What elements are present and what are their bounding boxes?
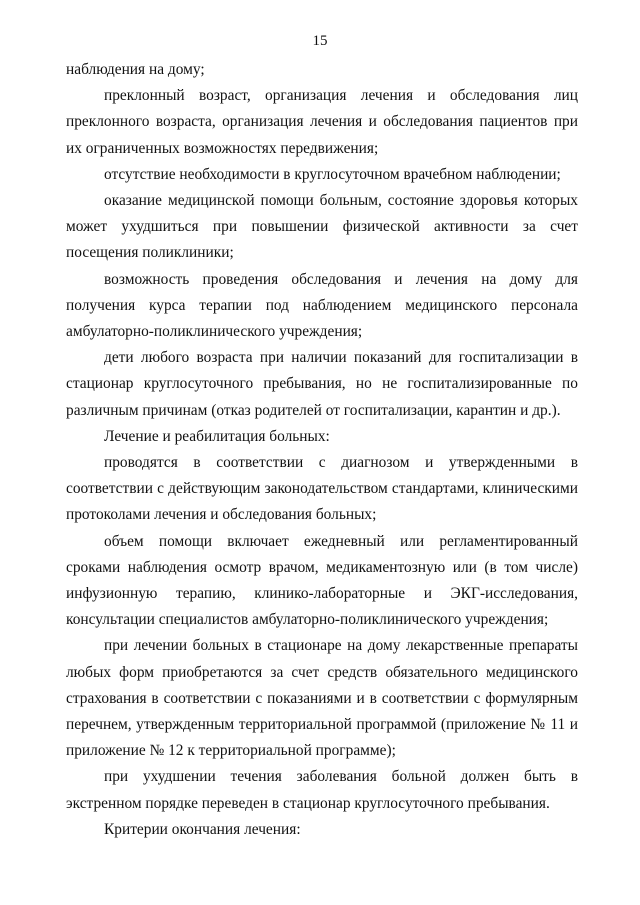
paragraph: при лечении больных в стационаре на дому лекарственные препараты любых форм приобретаются за счет средств обязательного медицинского страхования в соответствии с показаниями и в соответствии с формулярным перечнем, утвержденным территориальной программой (приложение № 11 и приложение № 12 к территориальной программе); xyxy=(66,637,578,760)
section-heading: Критерии окончания лечения: xyxy=(104,820,301,838)
document-body xyxy=(66,57,578,843)
paragraph: наблюдения на дому; xyxy=(66,61,205,78)
paragraph: оказание медицинской помощи больным, состояние здоровья которых может ухудшиться при повышении физической активности за счет посещения поликлиники; xyxy=(66,192,578,262)
paragraph: возможность проведения обследования и лечения на дому для получения курса терапии под наблюдением медицинского персонала амбулаторно-поликлинического учреждения; xyxy=(66,270,578,341)
paragraph: преклонный возраст, организация лечения и обследования лиц преклонного возраста, организация лечения и обследования пациентов при их ограниченных возможностях передвижения; xyxy=(66,87,578,157)
paragraph: дети любого возраста при наличии показаний для госпитализации в стационар круглосуточного пребывания, но не госпитализированные по различным причинам (отказ родителей от госпитализации, карантин и др.). xyxy=(66,349,578,419)
paragraph: при ухудшении течения заболевания больной должен быть в экстренном порядке переведен в стационар круглосуточного пребывания. xyxy=(66,768,578,812)
section-heading: Лечение и реабилитация больных: xyxy=(104,427,330,445)
page-number: 15 xyxy=(312,33,328,49)
paragraph: проводятся в соответствии с диагнозом и утвержденными в соответствии с действующим законодательством стандартами, клиническими протоколами лечения и обследования больных; xyxy=(66,454,578,524)
paragraph: отсутствие необходимости в круглосуточном врачебном наблюдении; xyxy=(104,165,561,183)
paragraph: объем помощи включает ежедневный или регламентированный сроками наблюдения осмотр врачом, медикаментозную или (в том числе) инфузионную терапию, клинико-лабораторные и ЭКГ-исследования, консультации специалистов амбулаторно-поликлинического учреждения; xyxy=(66,532,578,629)
